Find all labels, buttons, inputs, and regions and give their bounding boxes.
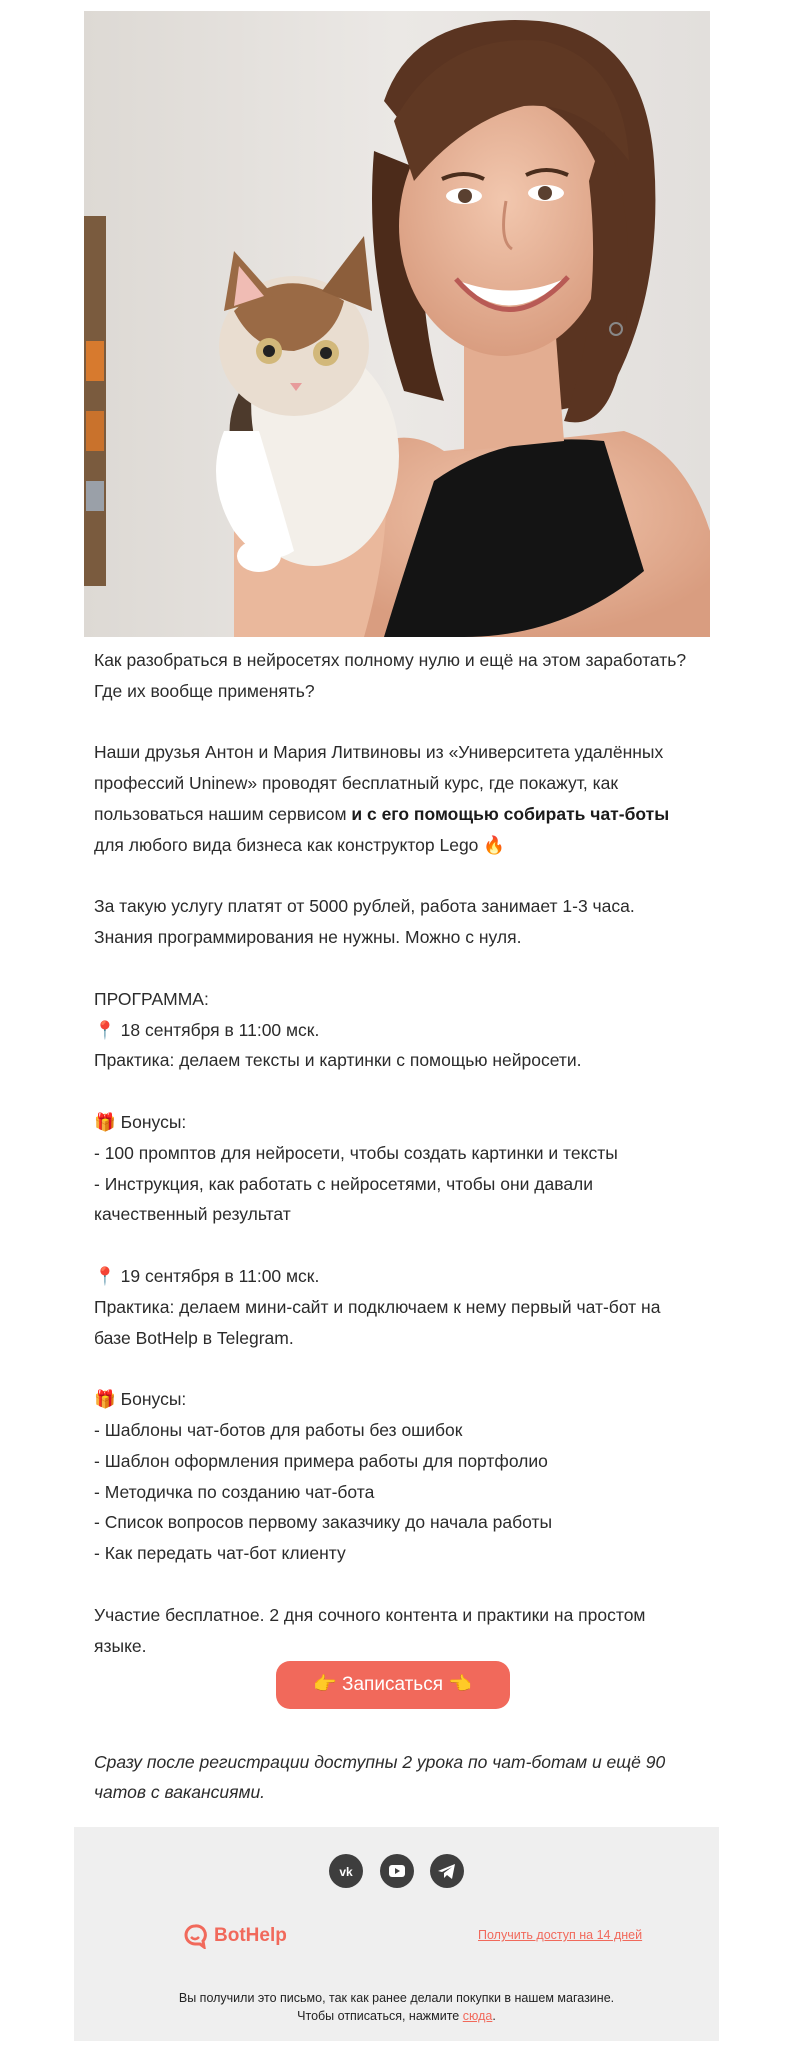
friends-text-bold: и с его помощью собирать чат-боты [351, 803, 670, 824]
register-button[interactable]: 👉 Записаться 👈 [276, 1661, 510, 1709]
bothelp-logo-icon [182, 1923, 208, 1949]
bonus-item: - Как передать чат-бот клиенту [94, 1543, 346, 1564]
day1-practice: Практика: делаем тексты и картинки с помощью нейросети. [94, 1050, 582, 1071]
bonus-item: - Методичка по созданию чат-бота [94, 1481, 375, 1502]
email-footer [74, 1827, 719, 2041]
program-title: ПРОГРАММА: [94, 988, 209, 1009]
email-body [94, 645, 694, 1661]
price-text: За такую услугу платят от 5000 рублей, работа занимает 1-3 часа. Знания программирования не нужны. Можно с нуля. [94, 896, 635, 948]
cta-container [0, 1661, 785, 1709]
legal-end: . [492, 2009, 496, 2023]
day1-date: 📍 18 сентября в 11:00 мск. [94, 1019, 320, 1040]
bothelp-logo-text: BotHelp [214, 1925, 287, 1946]
friends-text-start: Наши друзья Антон и Мария Литвиновы из «Университета удалённых профессий Uninew» проводят бесплатный курс, где покажут, как пользоваться нашим сервисом [94, 742, 664, 824]
day2-practice: Практика: делаем мини-сайт и подключаем к нему первый чат-бот на базе BotHelp в Telegram. [94, 1296, 661, 1348]
telegram-icon[interactable] [430, 1854, 464, 1888]
unsubscribe-link[interactable]: сюда [462, 2009, 493, 2023]
bonus-item: - 100 промптов для нейросети, чтобы создать картинки и тексты [94, 1142, 618, 1163]
free-participation-text: Участие бесплатное. 2 дня сочного контента и практики на простом языке. [94, 1604, 646, 1656]
legal-notice [74, 1989, 719, 2025]
vk-icon[interactable] [329, 1854, 363, 1888]
day1-bonus-title: 🎁 Бонусы: [94, 1111, 187, 1132]
friends-text-end: для любого вида бизнеса как конструктор Lego 🔥 [94, 834, 506, 855]
day2-date: 📍 19 сентября в 11:00 мск. [94, 1265, 320, 1286]
svg-text:vk: vk [339, 1865, 353, 1879]
unsubscribe-text: Чтобы отписаться, нажмите [297, 2009, 463, 2023]
registration-note: Сразу после регистрации доступны 2 урока по чат-ботам и ещё 90 чатов с вакансиями. [94, 1751, 666, 1803]
bonus-item: - Список вопросов первому заказчику до начала работы [94, 1512, 553, 1533]
bonus-item: - Шаблоны чат-ботов для работы без ошибок [94, 1419, 463, 1440]
hero-photo [84, 11, 710, 637]
youtube-icon[interactable] [380, 1854, 414, 1888]
intro-text: Как разобраться в нейросетях полному нулю и ещё на этом заработать? Где их вообще применять? [94, 650, 687, 701]
friends-text [94, 737, 694, 860]
bonus-item: - Шаблон оформления примера работы для портфолио [94, 1450, 548, 1471]
day2-bonus-title: 🎁 Бонусы: [94, 1389, 187, 1410]
bonus-item: - Инструкция, как работать с нейросетями, чтобы они давали качественный результат [94, 1173, 594, 1225]
social-links [74, 1854, 719, 1888]
legal-line-1: Вы получили это письмо, так как ранее делали покупки в нашем магазине. [178, 1991, 615, 2005]
bothelp-logo[interactable] [182, 1921, 287, 1951]
trial-access-link[interactable]: Получить доступ на 14 дней [478, 1928, 643, 1942]
legal-line-2 [74, 2007, 719, 2025]
